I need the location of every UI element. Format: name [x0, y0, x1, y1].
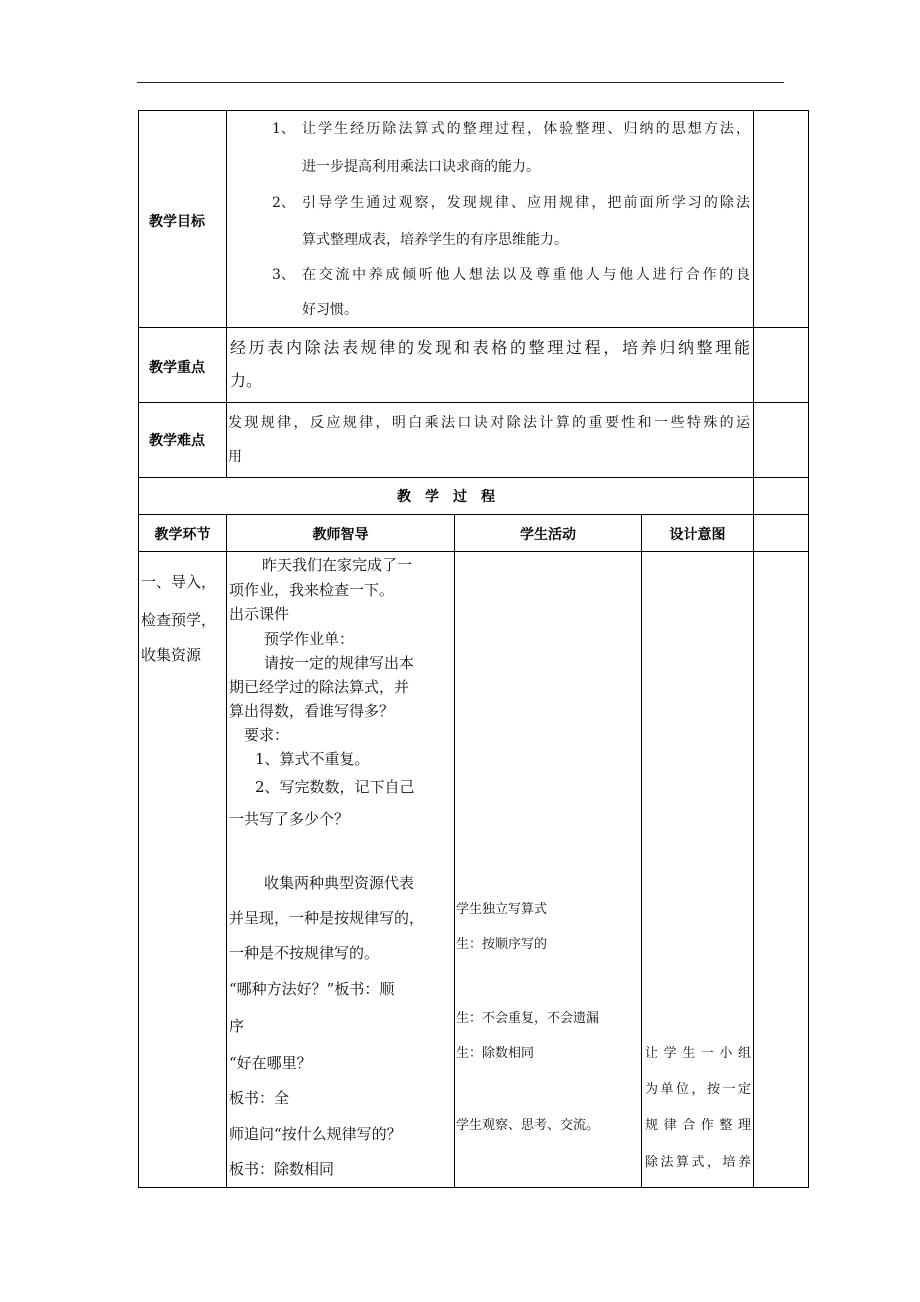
teacher-line-11: 一共写了多少个？	[229, 810, 350, 828]
teacher-line-6: 期已经学过的除法算式，并	[229, 678, 410, 696]
teacher-line-7: 算出得数，看谁写得多？	[229, 702, 395, 720]
student-line-3: 生：不会重复，不会遗漏	[456, 1011, 600, 1026]
row1-stage-line1: 一、导入，	[141, 573, 217, 591]
header-teacher: 教师智导	[312, 527, 369, 543]
objective-3-line2: 好习惯。	[302, 302, 358, 318]
design-line-4: 除法算式，培养	[645, 1155, 751, 1170]
difficulty-line2: 用	[228, 449, 242, 465]
teacher-line-12: 收集两种典型资源代表	[264, 874, 415, 892]
teacher-line-2: 项作业，我来检查一下。	[229, 581, 395, 599]
objectives-side-cell	[753, 110, 809, 328]
objective-1-num: 1、	[272, 121, 295, 137]
teacher-line-9: 1、算式不重复。	[255, 750, 370, 768]
teacher-line-16: 序	[229, 1017, 245, 1035]
difficulty-label: 教学难点	[149, 433, 205, 449]
objectives-label: 教学目标	[149, 214, 205, 230]
key-point-side-cell	[753, 327, 809, 403]
teacher-line-19: 师追问“按什么规律写的？	[229, 1125, 402, 1143]
difficulty-line1: 发现规律，反应规律，明白乘法口诀对除法计算的重要性和一些特殊的运	[228, 415, 750, 431]
teacher-line-15: “哪种方法好？”板书：顺	[229, 980, 395, 998]
row1-student-cell	[454, 551, 642, 1188]
teacher-line-8: 要求：	[244, 726, 290, 744]
objective-3-num: 3、	[272, 267, 295, 283]
header-side-cell	[753, 514, 809, 552]
student-line-1: 学生独立写算式	[456, 902, 548, 917]
row1-stage-line3: 收集资源	[141, 646, 202, 664]
process-title-side-cell	[753, 477, 809, 515]
design-line-1: 让学生一小组	[645, 1046, 751, 1061]
key-point-line2: 力。	[230, 371, 263, 390]
row1-side-cell	[753, 551, 809, 1188]
objective-3-line1: 在交流中养成倾听他人想法以及尊重他人与他人进行合作的良	[302, 267, 750, 283]
objective-1-line1: 让学生经历除法算式的整理过程，体验整理、归纳的思想方法，	[302, 121, 750, 137]
design-line-2: 为单位，按一定	[645, 1082, 751, 1097]
student-line-5: 学生观察、思考、交流。	[456, 1118, 600, 1133]
student-line-4: 生：除数相同	[456, 1046, 535, 1061]
objective-2-line2: 算式整理成表，培养学生的有序思维能力。	[302, 232, 568, 248]
header-student: 学生活动	[520, 527, 576, 543]
objective-1-line2: 进一步提高利用乘法口诀求商的能力。	[302, 159, 540, 175]
page-header-rule	[137, 82, 784, 83]
process-title: 教 学 过 程	[397, 489, 495, 505]
objectives-content-cell	[226, 110, 754, 328]
teacher-line-13: 并呈现，一种是按规律写的，	[229, 909, 425, 927]
objective-2-num: 2、	[272, 195, 295, 211]
key-point-line1: 经历表内除法表规律的发现和表格的整理过程，培养归纳整理能	[230, 338, 750, 357]
teacher-line-3: 出示课件	[229, 605, 290, 623]
header-design: 设计意图	[669, 527, 726, 543]
teacher-line-10: 2、写完数数，记下自己	[255, 778, 415, 796]
teacher-line-4: 预学作业单：	[264, 630, 355, 648]
row1-stage-line2: 检查预学，	[141, 611, 217, 629]
teacher-line-14: 一种是不按规律写的。	[229, 944, 380, 962]
objective-2-line1: 引导学生通过观察，发现规律、应用规律，把前面所学习的除法	[302, 195, 750, 211]
difficulty-side-cell	[753, 402, 809, 478]
key-point-label: 教学重点	[149, 360, 205, 376]
student-line-2: 生：按顺序写的	[456, 937, 548, 952]
design-line-3: 规律合作整理	[645, 1118, 751, 1133]
header-stage: 教学环节	[154, 527, 211, 543]
teacher-line-17: “好在哪里？	[229, 1054, 312, 1072]
teacher-line-20: 板书：除数相同	[229, 1160, 335, 1178]
teacher-line-1: 昨天我们在家完成了一	[262, 556, 413, 574]
teacher-line-5: 请按一定的规律写出本	[264, 654, 415, 672]
teacher-line-18: 板书：全	[229, 1089, 290, 1107]
